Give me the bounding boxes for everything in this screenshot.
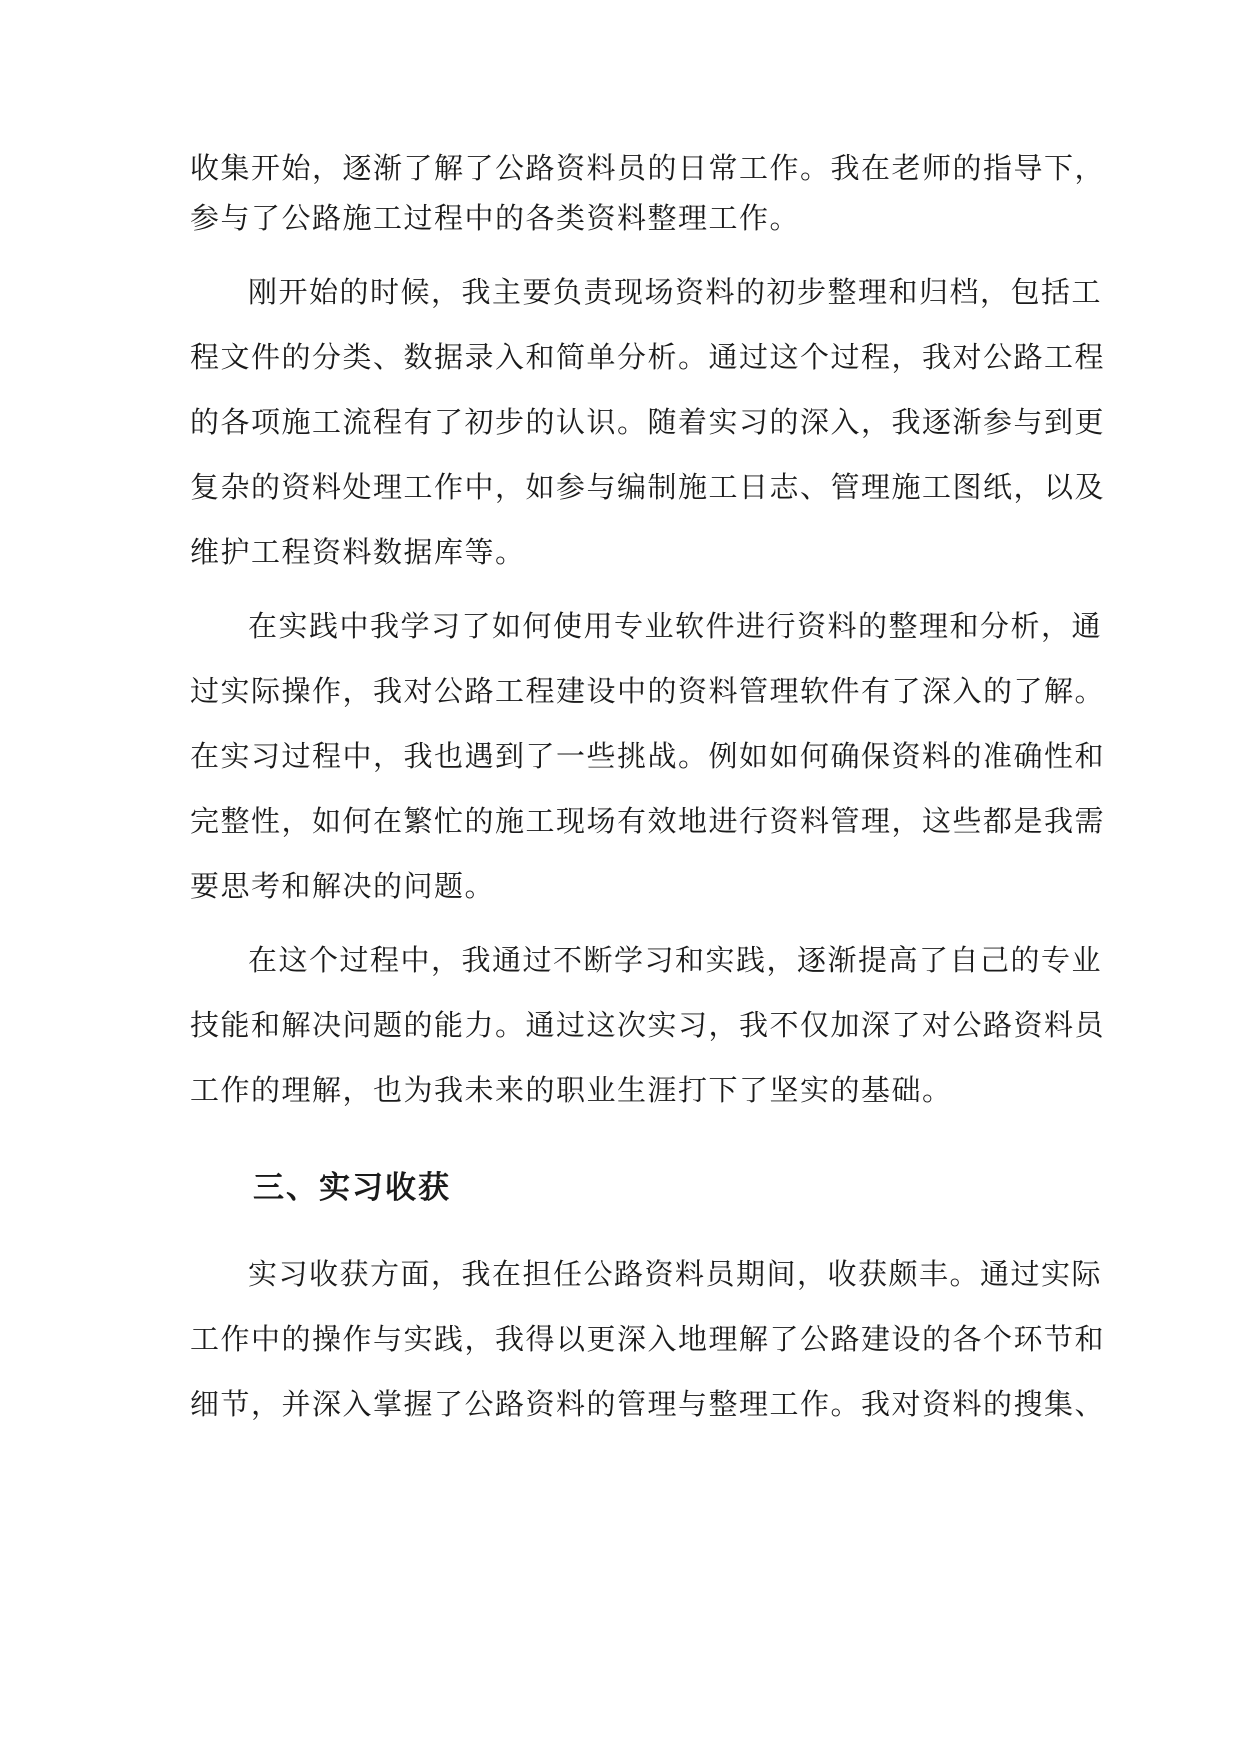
paragraph-1-line-1: 收集开始，逐渐了解了公路资料员的日常工作。我在老师的指导下，: [190, 151, 1106, 185]
paragraph-3-line-5: 要思考和解决的问题。: [190, 869, 496, 903]
paragraph-5-line-3: 细节，并深入掌握了公路资料的管理与整理工作。我对资料的搜集、: [190, 1387, 1106, 1421]
paragraph-3-line-3: 在实习过程中，我也遇到了一些挑战。例如如何确保资料的准确性和: [190, 739, 1106, 773]
paragraph-3-line-2: 过实际操作，我对公路工程建设中的资料管理软件有了深入的了解。: [190, 674, 1106, 708]
paragraph-2-line-3: 的各项施工流程有了初步的认识。随着实习的深入，我逐渐参与到更: [190, 405, 1106, 439]
paragraph-2-line-2: 程文件的分类、数据录入和简单分析。通过这个过程，我对公路工程: [190, 340, 1106, 374]
paragraph-3-line-1: 在实践中我学习了如何使用专业软件进行资料的整理和分析，通: [248, 609, 1103, 643]
paragraph-1-line-2: 参与了公路施工过程中的各类资料整理工作。: [190, 201, 801, 235]
paragraph-5-line-2: 工作中的操作与实践，我得以更深入地理解了公路建设的各个环节和: [190, 1322, 1106, 1356]
paragraph-2-line-4: 复杂的资料处理工作中，如参与编制施工日志、管理施工图纸，以及: [190, 470, 1106, 504]
paragraph-3-line-4: 完整性，如何在繁忙的施工现场有效地进行资料管理，这些都是我需: [190, 804, 1106, 838]
paragraph-2-line-5: 维护工程资料数据库等。: [190, 535, 526, 569]
section-heading: 三、实习收获: [253, 1170, 451, 1206]
paragraph-4-line-1: 在这个过程中，我通过不断学习和实践，逐渐提高了自己的专业: [248, 943, 1103, 977]
paragraph-4-line-2: 技能和解决问题的能力。通过这次实习，我不仅加深了对公路资料员: [190, 1008, 1106, 1042]
paragraph-5-line-1: 实习收获方面，我在担任公路资料员期间，收获颇丰。通过实际: [248, 1257, 1103, 1291]
paragraph-4-line-3: 工作的理解，也为我未来的职业生涯打下了坚实的基础。: [190, 1073, 953, 1107]
paragraph-2-line-1: 刚开始的时候，我主要负责现场资料的初步整理和归档，包括工: [248, 275, 1103, 309]
